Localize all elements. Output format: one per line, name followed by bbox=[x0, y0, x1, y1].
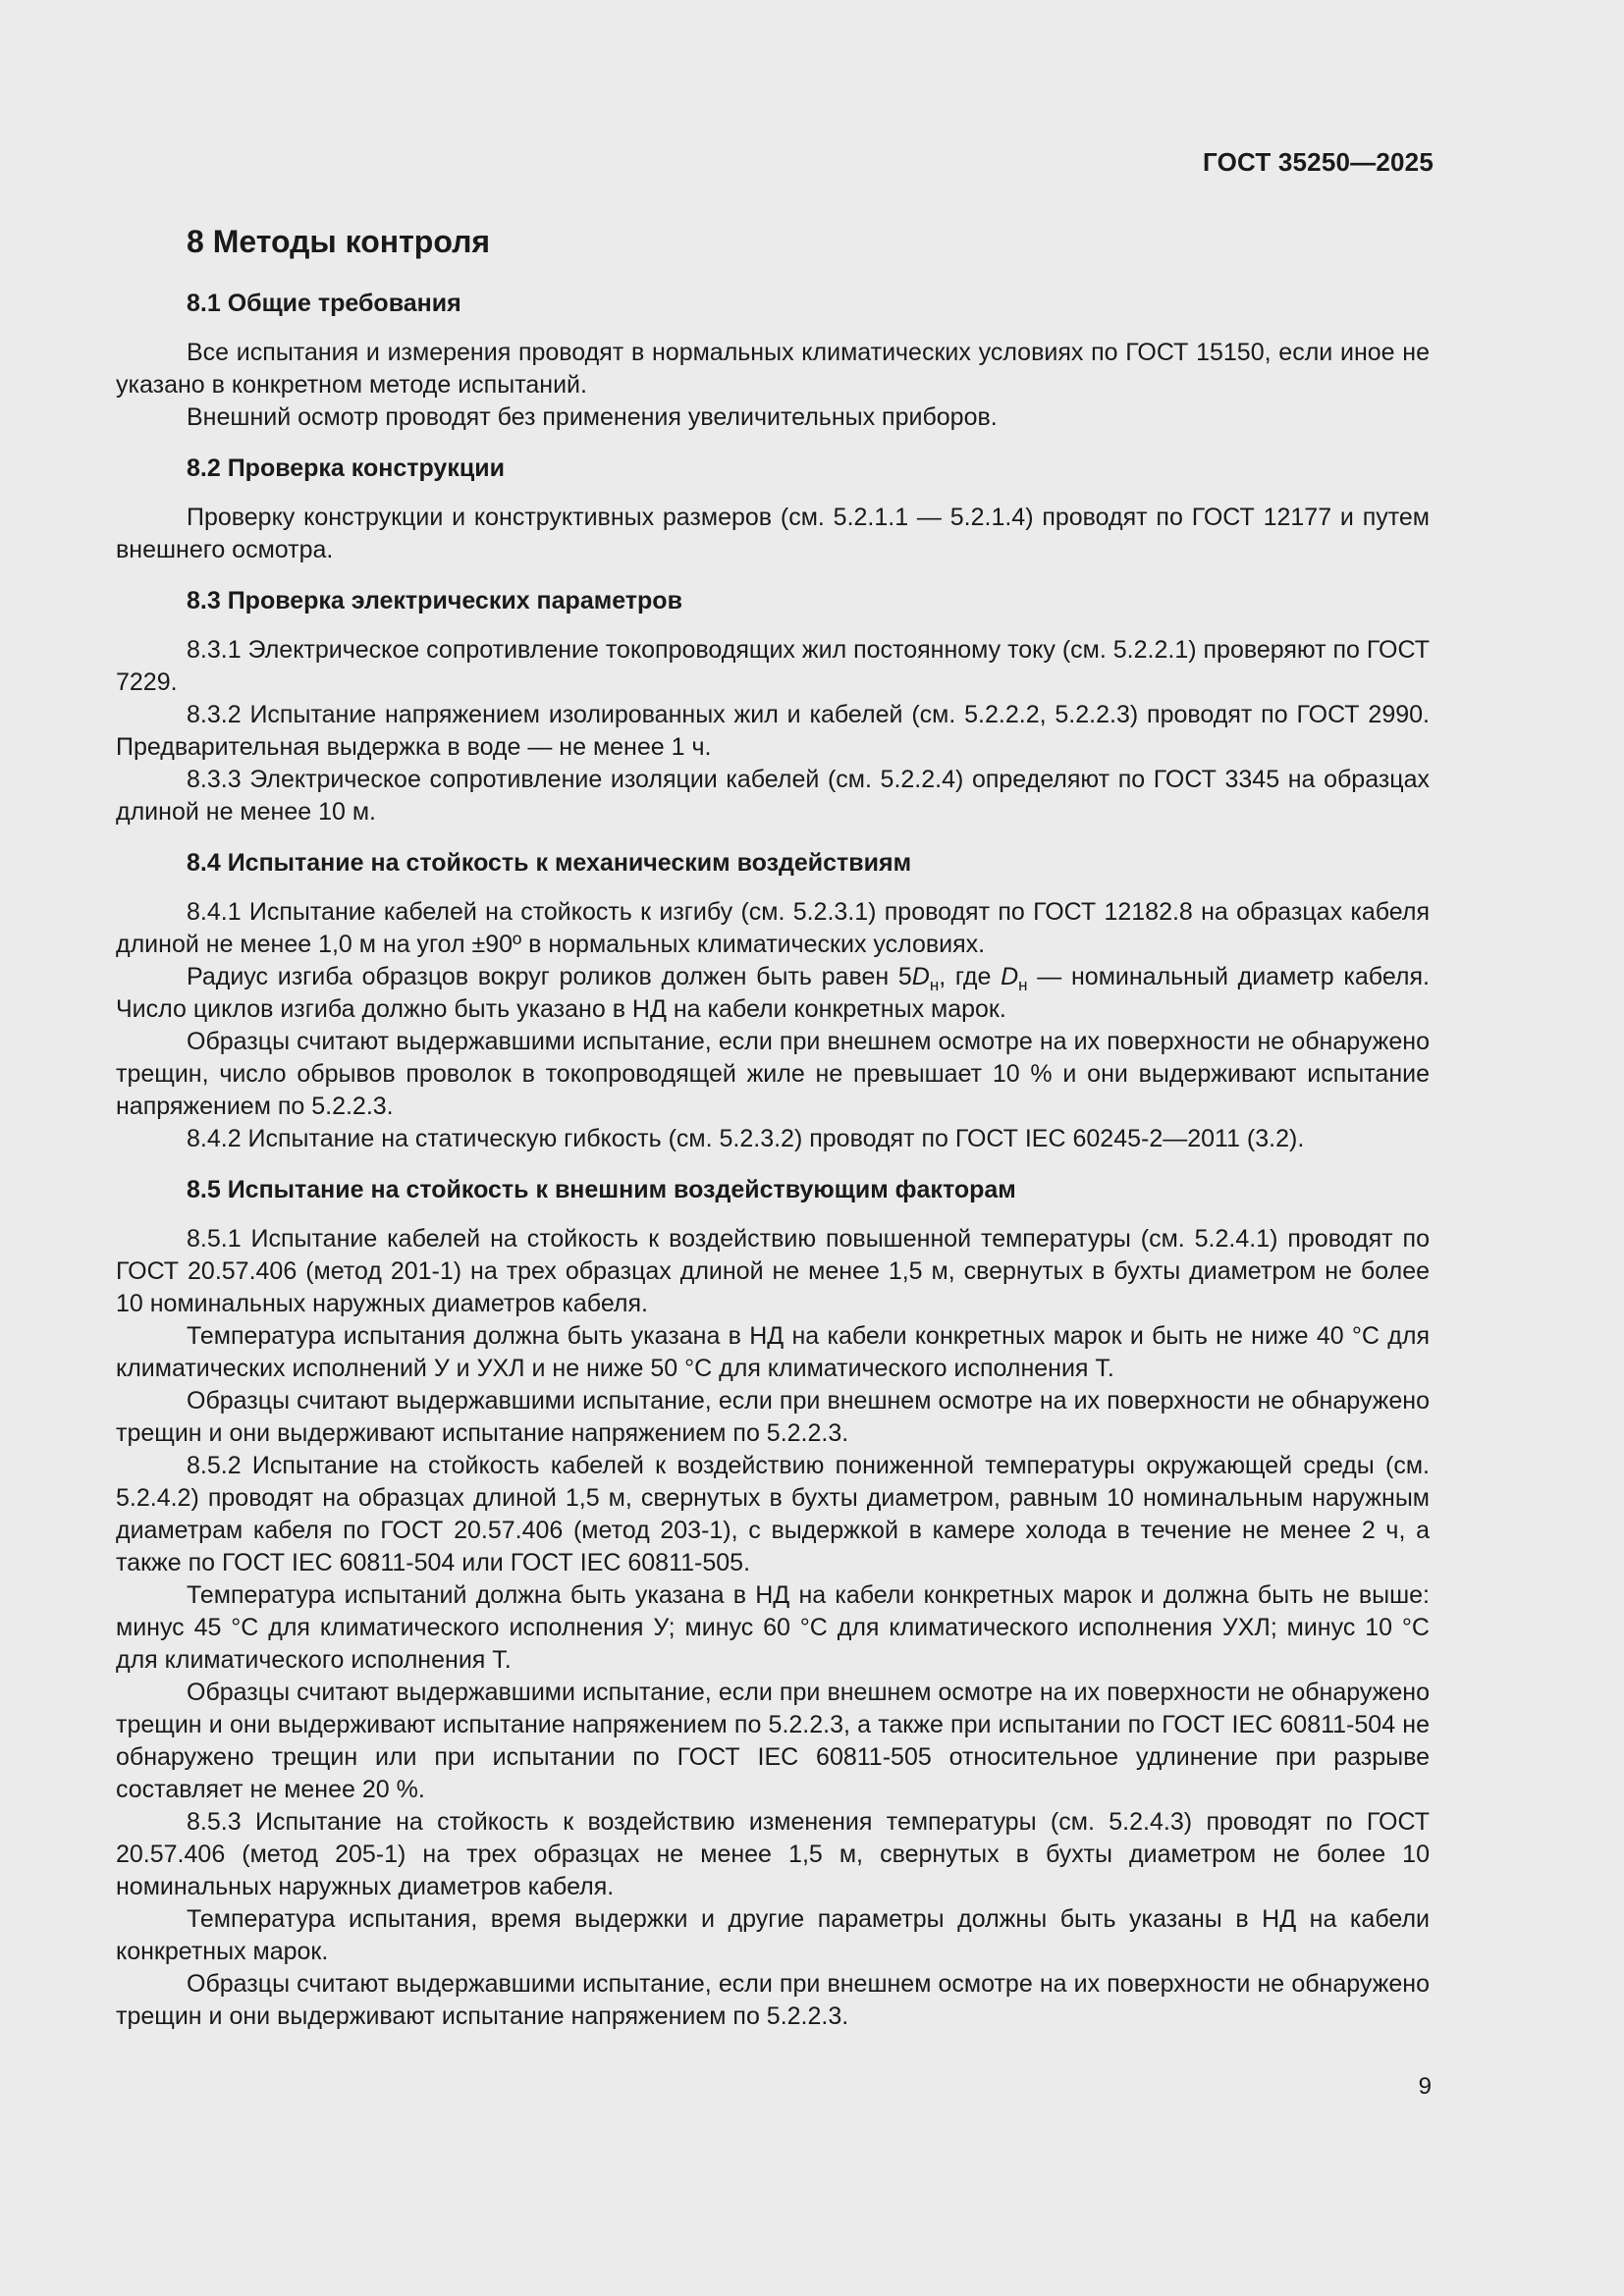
section-heading: 8.2 Проверка конструкции bbox=[187, 454, 505, 482]
section-8-2 bbox=[116, 453, 1430, 566]
paragraph: Температура испытания должна быть указана в НД на кабели конкретных марок и быть не ниже 40 °С для климатических исполнений У и УХЛ и не ниже 50 °С для климатического исполнения Т. bbox=[116, 1322, 1430, 1382]
math-subscript: н bbox=[1018, 976, 1028, 994]
document-body bbox=[116, 222, 1430, 2052]
paragraph: Образцы считают выдержавшими испытание, если при внешнем осмотре на их поверхности не обнаружено трещин, число обрывов проволок в токопроводящей жиле не превышает 10 % и они выдерживают испытание напряжением по 5.2.2.3. bbox=[116, 1028, 1430, 1120]
paragraph: Все испытания и измерения проводят в нормальных климатических условиях по ГОСТ 15150, если иное не указано в конкретном методе испытаний. bbox=[116, 339, 1430, 399]
paragraph: Температура испытаний должна быть указана в НД на кабели конкретных марок и должна быть не выше: минус 45 °С для климатического исполнения У; минус 60 °С для климатического исполнения УХЛ; минус 10 °С для климатического исполнения Т. bbox=[116, 1581, 1430, 1674]
text-fragment: — номинальный диаметр кабеля. Число циклов изгиба должно быть указано в НД на кабели конкретных марок. bbox=[116, 963, 1430, 1023]
section-8-5 bbox=[116, 1174, 1430, 2033]
paragraph: Внешний осмотр проводят без применения увеличительных приборов. bbox=[187, 403, 998, 431]
section-heading: 8.1 Общие требования bbox=[187, 290, 461, 317]
text-fragment: Радиус изгиба образцов вокруг роликов должен быть равен 5 bbox=[187, 963, 912, 990]
paragraph: 8.3.2 Испытание напряжением изолированных жил и кабелей (см. 5.2.2.2, 5.2.2.3) проводят по ГОСТ 2990. Предварительная выдержка в воде — не менее 1 ч. bbox=[116, 701, 1430, 761]
section-heading: 8.4 Испытание на стойкость к механическим воздействиям bbox=[187, 849, 912, 877]
paragraph: Образцы считают выдержавшими испытание, если при внешнем осмотре на их поверхности не обнаружено трещин и они выдерживают испытание напряжением по 5.2.2.3, а также при испытании по ГОСТ IEC 60811-504 не обнаружено трещин или при испытании по ГОСТ IEC 60811-505 относительное удлинение при разрыве составляет не менее 20 %. bbox=[116, 1679, 1430, 1803]
text-fragment: , где bbox=[939, 963, 1001, 990]
section-8-1 bbox=[116, 288, 1430, 434]
math-subscript: н bbox=[929, 976, 940, 994]
math-symbol: D bbox=[1001, 963, 1019, 990]
paragraph bbox=[116, 961, 1430, 1026]
paragraph: 8.4.2 Испытание на статическую гибкость (см. 5.2.3.2) проводят по ГОСТ IEC 60245-2—2011 (3.2). bbox=[187, 1125, 1305, 1152]
paragraph: 8.5.3 Испытание на стойкость к воздействию изменения температуры (см. 5.2.4.3) проводят по ГОСТ 20.57.406 (метод 205-1) на трех образцах не менее 1,5 м, свернутых в бухты диаметром не более 10 номинальных наружных диаметров кабеля. bbox=[116, 1808, 1430, 1900]
section-title: 8 Методы контроля bbox=[187, 224, 491, 259]
paragraph: 8.5.2 Испытание на стойкость кабелей к воздействию пониженной температуры окружающей среды (см. 5.2.4.2) проводят на образцах длиной 1,5 м, свернутых в бухты диаметром, равным 10 номинальным наружным диаметрам кабеля по ГОСТ 20.57.406 (метод 203-1), с выдержкой в камере холода в течение не менее 2 ч, а также по ГОСТ IEC 60811-504 или ГОСТ IEC 60811-505. bbox=[116, 1452, 1430, 1576]
section-8-4 bbox=[116, 847, 1430, 1155]
paragraph: Проверку конструкции и конструктивных размеров (см. 5.2.1.1 — 5.2.1.4) проводят по ГОСТ 12177 и путем внешнего осмотра. bbox=[116, 504, 1430, 563]
page-number: 9 bbox=[1418, 2073, 1432, 2100]
section-heading: 8.5 Испытание на стойкость к внешним воздействующим факторам bbox=[187, 1176, 1016, 1203]
section-heading: 8.3 Проверка электрических параметров bbox=[187, 587, 682, 614]
paragraph: 8.5.1 Испытание кабелей на стойкость к воздействию повышенной температуры (см. 5.2.4.1) проводят по ГОСТ 20.57.406 (метод 201-1) на трех образцах длиной не менее 1,5 м, свернутых в бухты диаметром не более 10 номинальных наружных диаметров кабеля. bbox=[116, 1225, 1430, 1317]
paragraph: Образцы считают выдержавшими испытание, если при внешнем осмотре на их поверхности не обнаружено трещин и они выдерживают испытание напряжением по 5.2.2.3. bbox=[116, 1387, 1430, 1447]
paragraph: Образцы считают выдержавшими испытание, если при внешнем осмотре на их поверхности не обнаружено трещин и они выдерживают испытание напряжением по 5.2.2.3. bbox=[116, 1970, 1430, 2030]
paragraph: Температура испытания, время выдержки и другие параметры должны быть указаны в НД на кабели конкретных марок. bbox=[116, 1905, 1430, 1965]
paragraph: 8.4.1 Испытание кабелей на стойкость к изгибу (см. 5.2.3.1) проводят по ГОСТ 12182.8 на образцах кабеля длиной не менее 1,0 м на угол ±90º в нормальных климатических условиях. bbox=[116, 898, 1430, 958]
paragraph: 8.3.3 Электрическое сопротивление изоляции кабелей (см. 5.2.2.4) определяют по ГОСТ 3345 на образцах длиной не менее 10 м. bbox=[116, 766, 1430, 826]
section-8-3 bbox=[116, 585, 1430, 828]
math-symbol: D bbox=[911, 963, 930, 990]
paragraph: 8.3.1 Электрическое сопротивление токопроводящих жил постоянному току (см. 5.2.2.1) проверяют по ГОСТ 7229. bbox=[116, 636, 1430, 696]
document-id: ГОСТ 35250—2025 bbox=[1203, 147, 1434, 177]
